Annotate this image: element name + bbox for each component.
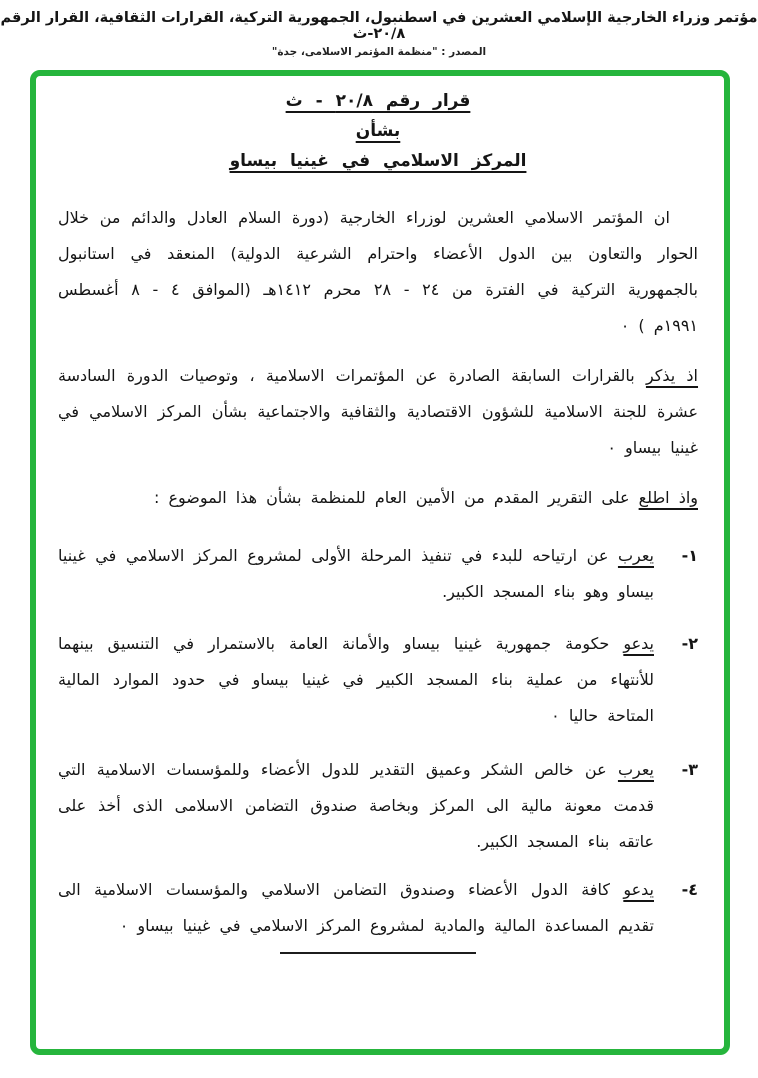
header-citation: مؤتمر وزراء الخارجية الإسلامي العشرين في اسطنبول، الجمهورية التركية، القرارات الثقافية، القرار الرقم ٢٠/٨-ث (0, 10, 758, 42)
item-body: عن ارتياحه للبدء في تنفيذ المرحلة الأولى لمشروع المركز الاسلامي في غينيا بيساو وهو بناء المسجد الكبير. (58, 546, 654, 601)
resolution-item-2 (58, 626, 698, 734)
item-number: ٤- (681, 880, 698, 899)
item-number: ٣- (681, 760, 698, 779)
resolution-item-4 (58, 872, 698, 944)
item-lead: يدعو (623, 634, 654, 653)
item-lead: يدعو (623, 880, 654, 899)
item-text (58, 538, 654, 610)
paragraph-lead: واذ اطلع (638, 488, 698, 507)
resolution-item-3 (58, 752, 698, 860)
item-text (58, 872, 654, 944)
paragraph-text: ان المؤتمر الاسلامي العشرين لوزراء الخارجية (دورة السلام العادل والدائم من خلال الحوار والتعاون بين الدول الأعضاء واحترام الشرعية الدولية) المنعقد في استانبول بالجمهورية التركية في الفترة من ٢٤ - ٢٨ محرم ١٤١٢هـ (الموافق ٤ - ٨ أغسطس ١٩٩١م ) ٠ (58, 208, 698, 335)
page-header (0, 10, 758, 58)
title-subject (58, 146, 698, 176)
resolution-number-text: قرار رقم ٢٠/٨ - ث (285, 91, 471, 111)
end-divider (280, 952, 476, 954)
item-lead: يعرب (617, 546, 654, 565)
title-regarding (58, 116, 698, 146)
preamble-paragraph (58, 200, 698, 344)
item-body: عن خالص الشكر وعميق التقدير للدول الأعضاء وللمؤسسات الاسلامية التي قدمت معونة مالية الى المركز وبخاصة صندوق التضامن الاسلامى الذى أخذ على عاتقه بناء المسجد الكبير. (58, 760, 654, 851)
item-text (58, 626, 654, 734)
recalling-paragraph (58, 358, 698, 466)
item-text (58, 752, 654, 860)
document-body (36, 76, 724, 954)
header-source: المصدر : "منظمة المؤتمر الاسلامى، جدة" (271, 46, 487, 58)
paragraph-lead: اذ يذكر (645, 366, 699, 385)
item-number: ٢- (681, 634, 698, 653)
title-subject-text: المركز الاسلامي في غينيا بيساو (229, 151, 527, 171)
document-frame (30, 70, 730, 1055)
item-lead: يعرب (617, 760, 654, 779)
paragraph-text: على التقرير المقدم من الأمين العام للمنظمة بشأن هذا الموضوع : (154, 488, 639, 507)
paragraph-text: بالقرارات السابقة الصادرة عن المؤتمرات الاسلامية ، وتوصيات الدورة السادسة عشرة للجنة الاسلامية للشؤون الاقتصادية والثقافية والاجتماعية بشأن المركز الاسلامي في غينيا بيساو ٠ (58, 366, 698, 457)
resolution-items (58, 538, 698, 944)
item-body: كافة الدول الأعضاء وصندوق التضامن الاسلامي والمؤسسات الاسلامية الى تقديم المساعدة المالية والمادية لمشروع المركز الاسلامي في غينيا بيساو ٠ (58, 880, 654, 935)
title-block (58, 86, 698, 176)
item-number: ١- (681, 546, 698, 565)
having-reviewed-paragraph (58, 480, 698, 516)
item-body: حكومة جمهورية غينيا بيساو والأمانة العامة بالاستمرار في التنسيق بينهما للأنتهاء من عملية بناء المسجد الكبير في غينيا بيساو في حدود الموارد المالية المتاحة حاليا ٠ (58, 634, 654, 725)
resolution-item-1 (58, 538, 698, 610)
resolution-number-title (58, 86, 698, 116)
title-regarding-text: بشأن (355, 121, 401, 141)
